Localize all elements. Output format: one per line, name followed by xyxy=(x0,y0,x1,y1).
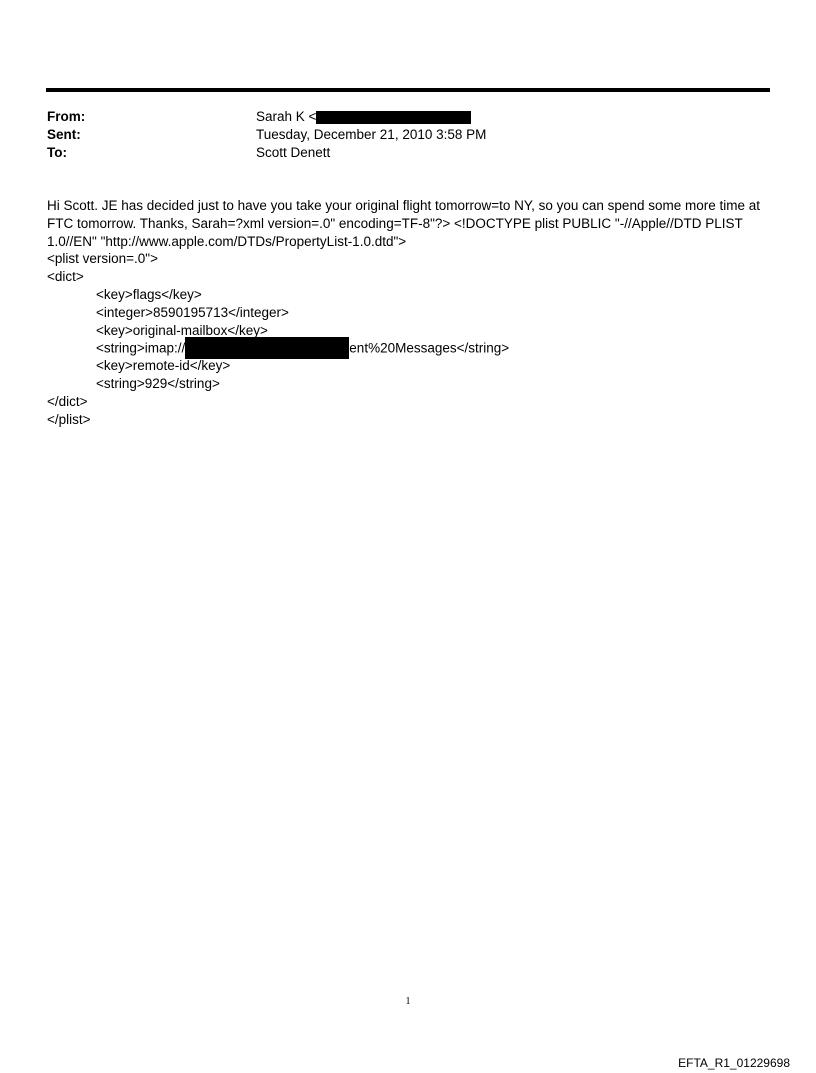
plist-block xyxy=(47,250,775,428)
from-sender: Sarah K < xyxy=(256,109,317,124)
from-value xyxy=(256,108,471,126)
to-label: To: xyxy=(47,145,67,160)
key-flags-line: <key>flags</key> xyxy=(96,286,202,302)
key-remote-line: <key>remote-id</key> xyxy=(96,358,231,374)
to-row xyxy=(47,144,486,162)
from-label: From: xyxy=(47,109,86,124)
imap-prefix: <string>imap:// xyxy=(96,340,186,356)
email-header xyxy=(47,108,486,162)
string-929-line: <string>929</string> xyxy=(96,375,220,391)
email-body xyxy=(47,197,775,428)
dict-open-line: <dict> xyxy=(47,269,84,285)
header-divider xyxy=(46,88,770,92)
sent-value: Tuesday, December 21, 2010 3:58 PM xyxy=(256,127,487,142)
plist-open-line: <plist version=.0"> xyxy=(47,251,158,267)
redaction-box xyxy=(316,111,471,124)
imap-suffix: ent%20Messages</string> xyxy=(349,340,510,356)
document-id: EFTA_R1_01229698 xyxy=(678,1056,790,1070)
sent-label: Sent: xyxy=(47,127,81,142)
plist-close-line: </plist> xyxy=(47,411,91,427)
sent-row xyxy=(47,126,486,144)
to-value: Scott Denett xyxy=(256,145,331,160)
page-number: 1 xyxy=(405,996,411,1007)
integer-flags-line: <integer>8590195713</integer> xyxy=(96,304,289,320)
string-imap-line xyxy=(47,339,775,357)
dict-close-line: </dict> xyxy=(47,393,88,409)
message-paragraph: Hi Scott. JE has decided just to have you take your original flight tomorrow=to NY, so you can spend some more time at FTC tomorrow. Thanks, Sarah=?xml version=.0" encoding=TF-8"?> <!DOCTYPE plist PUBLIC "-//Apple//DTD PLIST 1.0//EN" "http://www.apple.com/DTDs/PropertyList-1.0.dtd"> xyxy=(47,198,760,249)
key-mailbox-line: <key>original-mailbox</key> xyxy=(96,322,268,338)
from-row xyxy=(47,108,486,126)
redaction-box xyxy=(185,337,349,359)
